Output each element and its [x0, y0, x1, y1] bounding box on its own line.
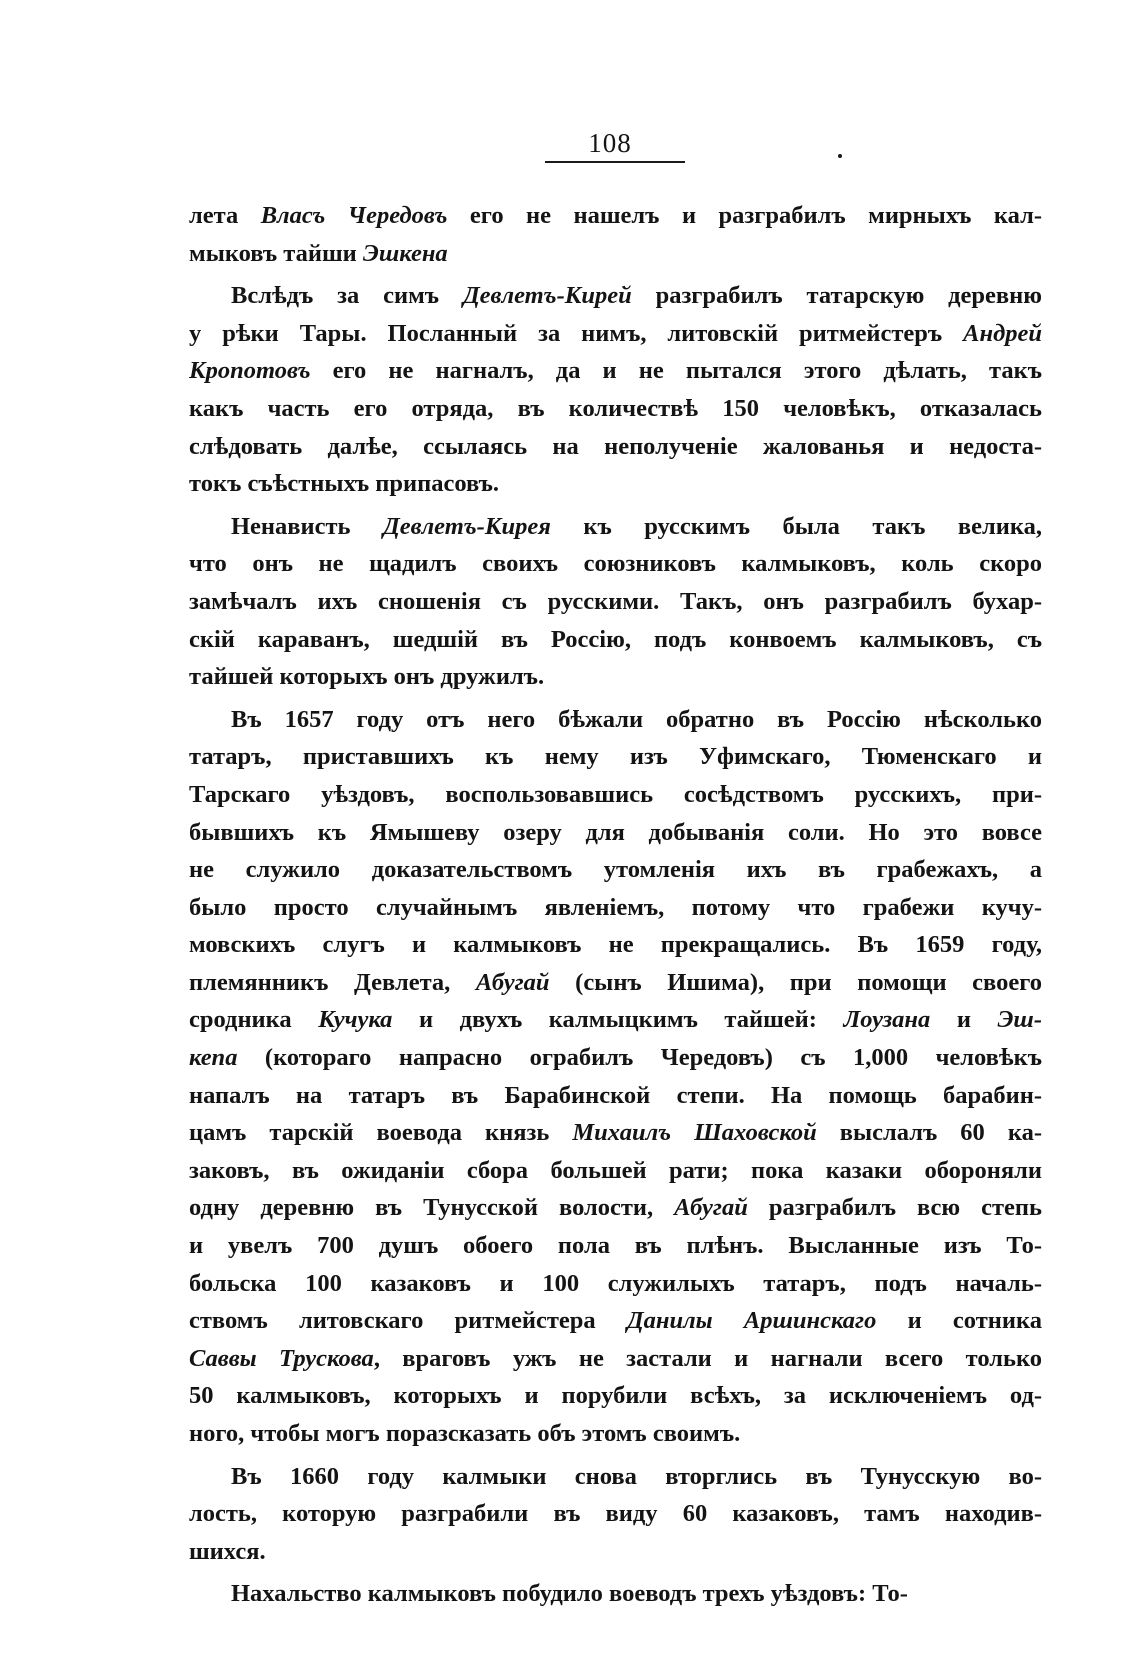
italic-name: Михаилъ Шаховской	[572, 1119, 817, 1147]
text-run: ствомъ литовскаго ритмейстера	[189, 1307, 627, 1335]
text-run: и двухъ калмыцкимъ тайшей:	[392, 1006, 844, 1034]
italic-name: Кучука	[318, 1006, 393, 1034]
text-line	[189, 1575, 1042, 1613]
text-line	[189, 1189, 1042, 1227]
text-run: , враговъ ужъ не застали и нагнали всего только	[373, 1344, 1042, 1372]
text-line	[189, 1415, 1042, 1453]
italic-name: Эшкена	[362, 239, 448, 267]
italic-name: кепа	[189, 1044, 238, 1072]
paragraph	[189, 701, 1042, 1453]
text-run: скій караванъ, шедшій въ Россію, подъ конвоемъ калмыковъ, съ	[189, 625, 1042, 653]
paragraph	[189, 1458, 1042, 1571]
italic-name: Абугай	[674, 1194, 748, 1222]
text-run: Нахальство калмыковъ побудило воеводъ трехъ уѣздовъ: То-	[231, 1580, 908, 1608]
text-run: и сотника	[876, 1307, 1042, 1335]
text-run: ного, чтобы могъ поразсказать объ этомъ своимъ.	[189, 1420, 741, 1447]
text-run: 50 калмыковъ, которыхъ и порубили всѣхъ, за исключеніемъ од-	[189, 1382, 1042, 1410]
text-run: (сынъ Ишима), при помощи своего	[549, 968, 1042, 996]
text-line	[189, 1377, 1042, 1415]
page-number: 108	[588, 128, 632, 158]
text-line	[189, 197, 1042, 235]
text-run: заковъ, въ ожиданіи сбора большей рати; пока казаки обороняли	[189, 1156, 1042, 1184]
text-run: сродника	[189, 1006, 319, 1034]
text-run: шихся.	[189, 1537, 266, 1565]
text-line	[189, 776, 1042, 814]
italic-name: Власъ Чередовъ	[260, 202, 448, 229]
text-line	[189, 545, 1042, 583]
italic-name: Данилы Аршинскаго	[626, 1307, 877, 1335]
text-line	[189, 851, 1042, 889]
italic-name: Кропотовъ	[189, 357, 311, 385]
text-run: бывшихъ къ Ямышеву озеру для добыванія соли. Но это вовсе	[189, 818, 1042, 846]
italic-name: Девлетъ-Кирея	[383, 512, 551, 540]
paragraph	[189, 1575, 1042, 1613]
text-line	[189, 583, 1042, 621]
text-run: мовскихъ слугъ и калмыковъ не прекращались. Въ 1659 году,	[189, 931, 1042, 959]
paragraph	[189, 197, 1042, 272]
text-run: Тарскаго уѣздовъ, воспользовавшись сосѣдствомъ русскихъ, при-	[189, 780, 1042, 808]
text-line	[189, 964, 1042, 1002]
text-run: и	[930, 1006, 998, 1034]
text-line	[189, 658, 1042, 696]
italic-name: Андрей	[963, 319, 1042, 347]
text-run: напалъ на татаръ въ Барабинской степи. На помощь барабин-	[189, 1081, 1042, 1109]
text-run: лость, которую разграбили въ виду 60 казаковъ, тамъ находив-	[189, 1500, 1042, 1528]
text-run: къ русскимъ была такъ велика,	[550, 512, 1042, 540]
text-run: племянникъ Девлета,	[189, 968, 476, 996]
text-run: разграбилъ татарскую деревню	[631, 282, 1042, 310]
text-line	[189, 390, 1042, 428]
paragraph	[189, 508, 1042, 696]
text-run: Въ 1660 году калмыки снова вторглись въ Тунусскую во-	[231, 1462, 1042, 1490]
text-run: мыковъ тайши	[189, 239, 363, 267]
text-run: (котораго напрасно ограбилъ Чередовъ) съ 1,000 человѣкъ	[237, 1044, 1042, 1072]
body-text	[189, 197, 1042, 1613]
text-line	[189, 1533, 1042, 1571]
text-run: тайшей которыхъ онъ дружилъ.	[189, 663, 545, 691]
text-line	[189, 738, 1042, 776]
text-line	[189, 926, 1042, 964]
text-run: и увелъ 700 душъ обоего пола въ плѣнъ. Высланные изъ То-	[189, 1232, 1042, 1260]
text-line	[189, 1340, 1042, 1378]
text-line	[189, 508, 1042, 546]
text-run: что онъ не щадилъ своихъ союзниковъ калмыковъ, коль скоро	[189, 550, 1042, 578]
italic-name: Эш-	[997, 1006, 1042, 1034]
text-run: замѣчалъ ихъ сношенія съ русскими. Такъ, онъ разграбилъ бухар-	[189, 587, 1042, 615]
text-run: цамъ тарскій воевода князь	[189, 1119, 573, 1147]
text-run: Въ 1657 году отъ него бѣжали обратно въ Россію нѣсколько	[231, 705, 1042, 733]
text-run: какъ часть его отряда, въ количествѣ 150 человѣкъ, отказалась	[189, 394, 1042, 422]
text-run: Вслѣдъ за симъ	[231, 282, 463, 310]
text-run: одну деревню въ Тунусской волости,	[189, 1194, 675, 1222]
text-line	[189, 1152, 1042, 1190]
paragraph	[189, 277, 1042, 503]
text-line	[189, 352, 1042, 390]
text-line	[189, 889, 1042, 927]
page-number-rule	[545, 161, 685, 163]
text-line	[189, 814, 1042, 852]
text-run: его не нашелъ и разграбилъ мирныхъ кал-	[447, 202, 1042, 229]
text-line	[189, 1077, 1042, 1115]
print-speck	[838, 154, 842, 158]
text-line	[189, 1495, 1042, 1533]
text-line	[189, 621, 1042, 659]
text-run: слѣдовать далѣе, ссылаясь на неполученіе жалованья и недоста-	[189, 432, 1042, 460]
text-run: токъ съѣстныхъ припасовъ.	[189, 470, 499, 498]
text-line	[189, 277, 1042, 315]
text-line	[189, 1265, 1042, 1303]
text-run: разграбилъ всю степь	[747, 1194, 1042, 1222]
text-run: Ненависть	[231, 512, 384, 540]
text-line	[189, 1039, 1042, 1077]
italic-name: Лоузана	[843, 1006, 931, 1034]
text-line	[189, 1001, 1042, 1039]
text-line	[189, 1227, 1042, 1265]
text-line	[189, 701, 1042, 739]
text-line	[189, 1114, 1042, 1152]
text-run: у рѣки Тары. Посланный за нимъ, литовскій ритмейстеръ	[189, 319, 964, 347]
text-run: лета	[189, 202, 261, 229]
text-run: татаръ, приставшихъ къ нему изъ Уфимскаго, Тюменскаго и	[189, 743, 1042, 771]
text-line	[189, 315, 1042, 353]
text-line	[189, 235, 1042, 273]
text-run: выслалъ 60 ка-	[816, 1119, 1042, 1147]
text-line	[189, 428, 1042, 466]
italic-name: Саввы Трускова	[189, 1344, 374, 1372]
italic-name: Абугай	[475, 968, 550, 996]
text-run: больска 100 казаковъ и 100 служилыхъ татаръ, подъ началь-	[189, 1269, 1042, 1297]
text-run: не служило доказательствомъ утомленія ихъ въ грабежахъ, а	[189, 856, 1042, 884]
text-run: его не нагналъ, да и не пытался этого дѣлать, такъ	[310, 357, 1042, 385]
text-line	[189, 465, 1042, 503]
italic-name: Девлетъ-Кирей	[462, 282, 632, 310]
text-line	[189, 1302, 1042, 1340]
text-run: было просто случайнымъ явленіемъ, потому что грабежи кучу-	[189, 893, 1042, 921]
text-line	[189, 1458, 1042, 1496]
